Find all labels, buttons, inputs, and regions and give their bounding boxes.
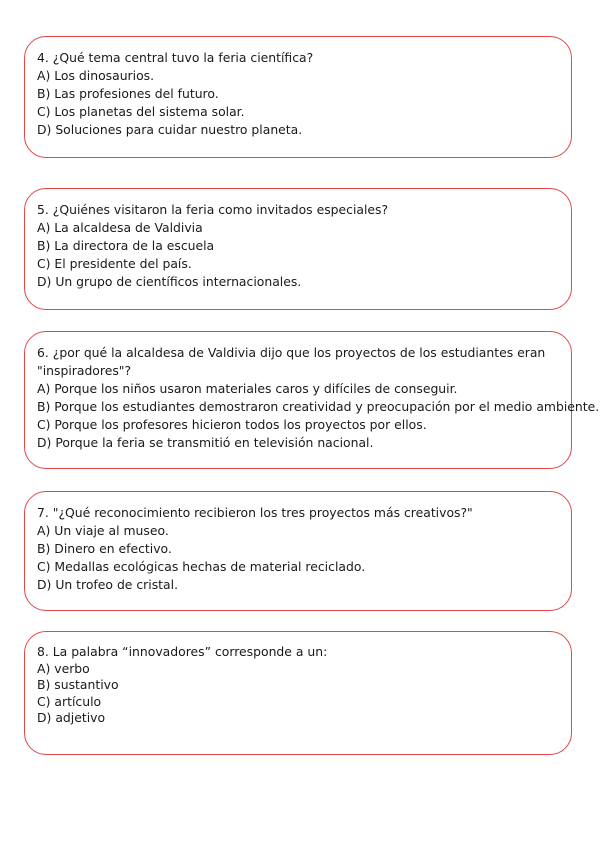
question-6-option-b: B) Porque los estudiantes demostraron creatividad y preocupación por el medio ambiente.	[37, 399, 600, 414]
question-6-option-a: A) Porque los niños usaron materiales caros y difíciles de conseguir.	[37, 381, 458, 396]
question-7-text: 7. "¿Qué reconocimiento recibieron los tres proyectos más creativos?"	[37, 505, 473, 520]
question-6-text: 6. ¿por qué la alcaldesa de Valdivia dijo que los proyectos de los estudiantes eran "inspiradores"?	[37, 345, 546, 378]
question-7-option-d: D) Un trofeo de cristal.	[37, 577, 179, 592]
question-7-box	[24, 491, 572, 611]
question-5-text: 5. ¿Quiénes visitaron la feria como invitados especiales?	[37, 202, 389, 217]
question-7-option-b: B) Dinero en efectivo.	[37, 541, 172, 556]
question-8-option-a: A) verbo	[37, 660, 90, 676]
question-8-option-d: D) adjetivo	[37, 710, 106, 725]
question-6-box	[24, 331, 600, 469]
question-5-option-d: D) Un grupo de científicos internacionales.	[37, 274, 302, 289]
question-4-option-c: C) Los planetas del sistema solar.	[37, 104, 245, 119]
question-4-option-a: A) Los dinosaurios.	[37, 68, 155, 83]
question-4-option-b: B) Las profesiones del futuro.	[37, 86, 219, 101]
question-8-box	[24, 631, 572, 755]
question-5-option-b: B) La directora de la escuela	[37, 238, 215, 253]
question-6-option-d: D) Porque la feria se transmitió en televisión nacional.	[37, 435, 374, 450]
question-4-box	[24, 36, 572, 158]
question-4-text: 4. ¿Qué tema central tuvo la feria científica?	[37, 50, 314, 65]
question-6-option-c: C) Porque los profesores hicieron todos los proyectos por ellos.	[37, 417, 427, 432]
question-7-option-c: C) Medallas ecológicas hechas de material reciclado.	[37, 559, 366, 574]
question-4-option-d: D) Soluciones para cuidar nuestro planeta.	[37, 122, 303, 137]
question-8-text: 8. La palabra “innovadores” corresponde a un:	[37, 644, 328, 659]
question-5-option-a: A) La alcaldesa de Valdivia	[37, 220, 203, 235]
question-8-option-b: B) sustantivo	[37, 677, 119, 692]
question-8-option-c: C) artículo	[37, 693, 102, 709]
question-5-box	[24, 188, 572, 310]
question-7-option-a: A) Un viaje al museo.	[37, 523, 169, 538]
question-5-option-c: C) El presidente del país.	[37, 256, 192, 271]
